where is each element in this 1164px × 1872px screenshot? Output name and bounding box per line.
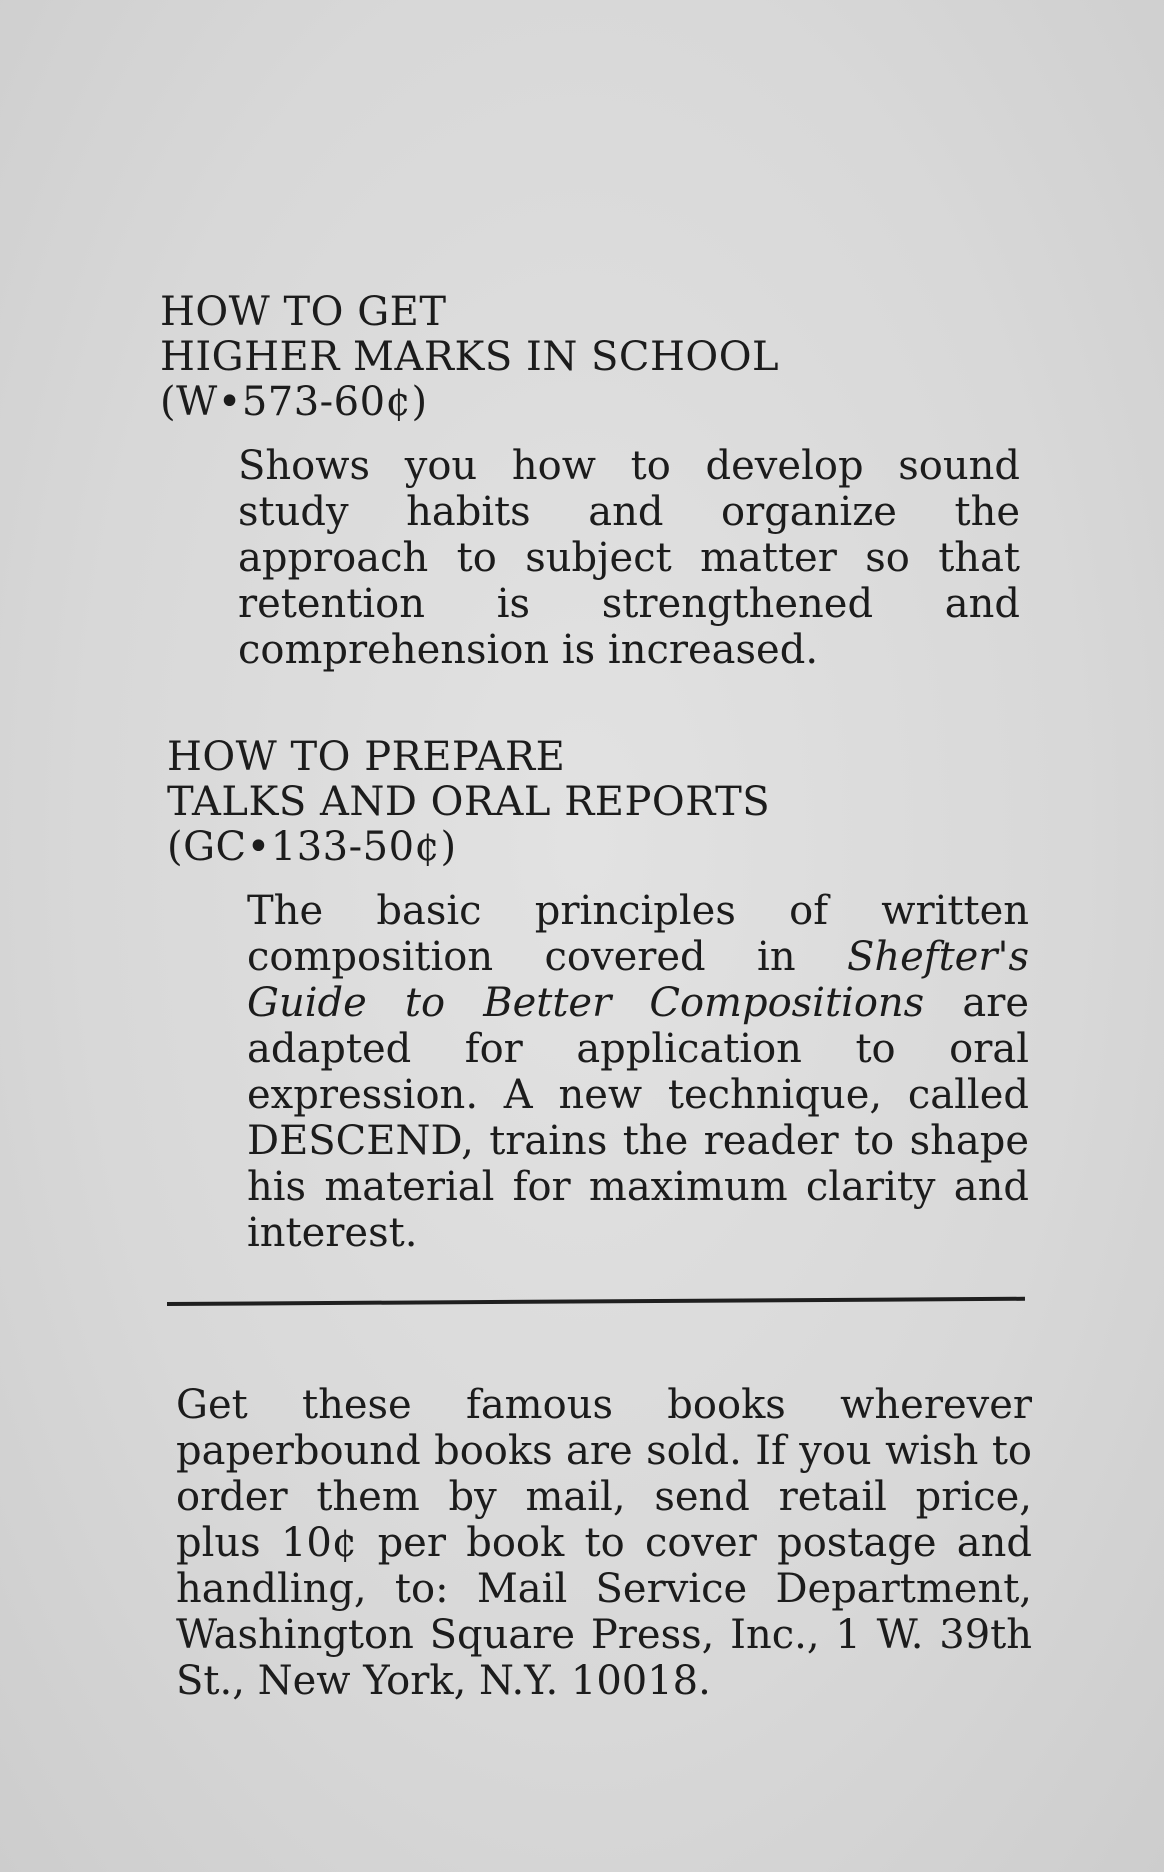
description-text-continued: are adapted for application to oral expression. A new technique, called DESCEND, trains the reader to shape his material for maximum clarity and interest.	[247, 980, 1029, 1256]
book-code: (W•573-60¢)	[160, 379, 428, 425]
book-title-line2: HIGHER MARKS IN SCHOOL	[160, 334, 780, 380]
cited-book-title: Shefter's Guide to Better Compositions	[247, 934, 1029, 1026]
book-title	[167, 735, 1029, 870]
description-text: The basic principles of written composition covered in	[247, 888, 1029, 980]
book-title-line1: HOW TO PREPARE	[167, 734, 566, 780]
book-title-line2: TALKS AND ORAL REPORTS	[167, 779, 771, 825]
book-description	[247, 888, 1029, 1256]
book-description: Shows you how to develop sound study habits and organize the approach to subject matter so that retention is strengthened and comprehension is increased.	[238, 443, 1020, 673]
divider-rule	[167, 1297, 1025, 1306]
order-instructions: Get these famous books wherever paperbound books are sold. If you wish to order them by mail, send retail price, plus 10¢ per book to cover postage and handling, to: Mail Service Department, Washington Square Press, Inc., 1 W. 39th St., New York, N.Y. 10018.	[176, 1382, 1032, 1704]
book-listing-higher-marks	[160, 290, 1020, 673]
book-code: (GC•133-50¢)	[167, 824, 457, 870]
book-title-line1: HOW TO GET	[160, 289, 447, 335]
book-listing-talks-reports	[167, 735, 1029, 1256]
book-title	[160, 290, 1020, 425]
